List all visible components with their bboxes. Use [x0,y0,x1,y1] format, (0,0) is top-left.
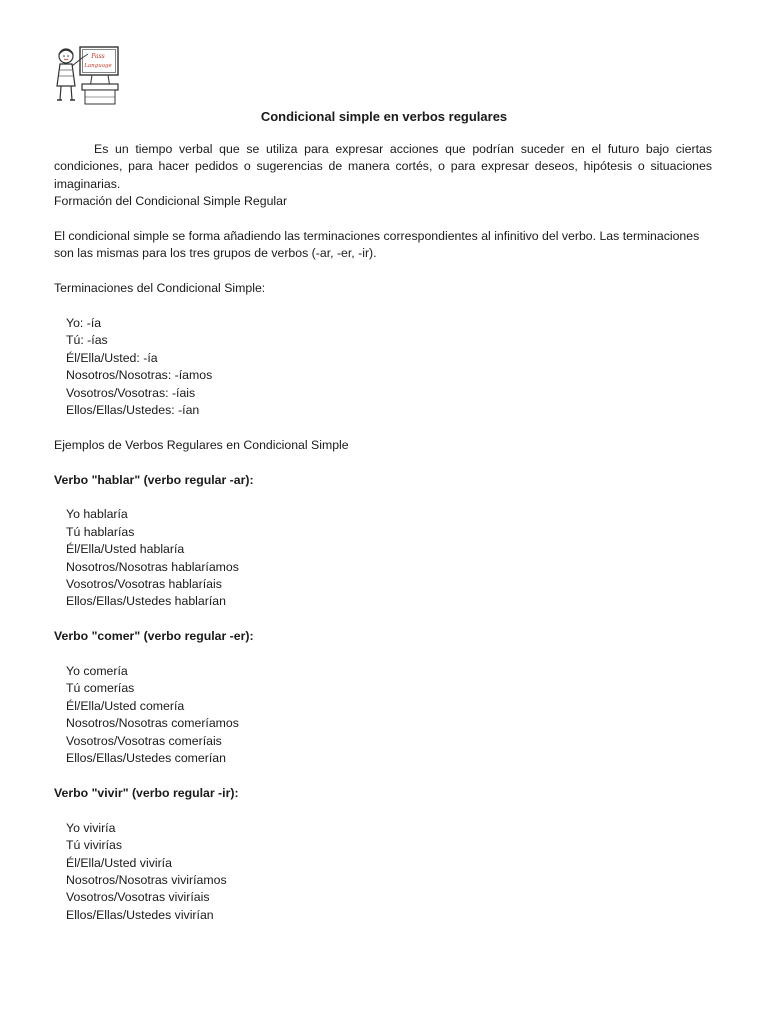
spacer [54,768,712,785]
list-item: Ellos/Ellas/Ustedes comerían [66,751,226,766]
spacer [54,263,712,280]
formation-paragraph: El condicional simple se forma añadiendo las terminaciones correspondientes al infinitivo del verbo. Las terminaciones son las mismas para los tres grupos de verbos (-ar, -er, -ir). [54,229,700,261]
list-item: Ellos/Ellas/Ustedes: -ían [66,403,200,418]
list-item: Tú comerías [66,681,135,696]
page-title: Condicional simple en verbos regulares [260,109,508,124]
list-item: Vosotros/Vosotras: -íais [66,385,196,400]
spacer [54,802,712,819]
list-item: Tú hablarías [66,524,135,539]
verb-vivir-heading: Verbo "vivir" (verbo regular -ir): [54,785,239,800]
list-item: Ellos/Ellas/Ustedes vivirían [66,907,214,922]
list-item: Yo: -ía [66,316,102,331]
list-item: Ellos/Ellas/Ustedes hablarían [66,594,226,609]
list-item: Tú vivirías [66,838,123,853]
endings-list [54,315,712,419]
spacer [54,611,712,628]
list-item: Él/Ella/Usted comería [66,698,185,713]
list-item: Nosotros/Nosotras viviríamos [66,872,227,887]
verb-hablar-forms [54,506,712,610]
spacer [54,298,712,315]
verb-comer-heading: Verbo "comer" (verbo regular -er): [54,629,254,644]
list-item: Vosotros/Vosotras hablaríais [66,577,222,592]
list-item: Nosotros/Nosotras hablaríamos [66,559,239,574]
list-item: Vosotros/Vosotras viviríais [66,890,210,905]
logo-board-line2: Language [84,63,112,69]
list-item: Vosotros/Vosotras comeríais [66,733,222,748]
verb-hablar-heading: Verbo "hablar" (verbo regular -ar): [54,472,254,487]
spacer [54,211,712,228]
list-item: Yo viviría [66,820,116,835]
list-item: Él/Ella/Usted hablaría [66,542,185,557]
spacer [54,489,712,506]
list-item: Yo hablaría [66,507,128,522]
spacer [54,419,712,436]
spacer [54,646,712,663]
list-item: Yo comería [66,664,128,679]
list-item: Él/Ella/Usted viviría [66,855,172,870]
endings-heading: Terminaciones del Condicional Simple: [54,281,266,296]
teacher-whiteboard-logo [52,44,122,108]
spacer [54,454,712,471]
document-body [54,141,712,924]
list-item: Nosotros/Nosotras: -íamos [66,368,213,383]
formation-heading: Formación del Condicional Simple Regular [54,194,288,209]
list-item: Nosotros/Nosotras comeríamos [66,716,239,731]
list-item: Tú: -ías [66,333,108,348]
examples-heading: Ejemplos de Verbos Regulares en Condicional Simple [54,437,349,452]
logo-board-line1: Pass [91,53,105,60]
verb-comer-forms [54,663,712,767]
verb-vivir-forms [54,820,712,924]
intro-paragraph: Es un tiempo verbal que se utiliza para expresar acciones que podrían suceder en el futuro bajo ciertas condiciones, para hacer pedidos o sugerencias de manera cortés, o para expresar deseos, hipótesis o situaciones imaginarias. [54,142,712,191]
list-item: Él/Ella/Usted: -ía [66,350,158,365]
